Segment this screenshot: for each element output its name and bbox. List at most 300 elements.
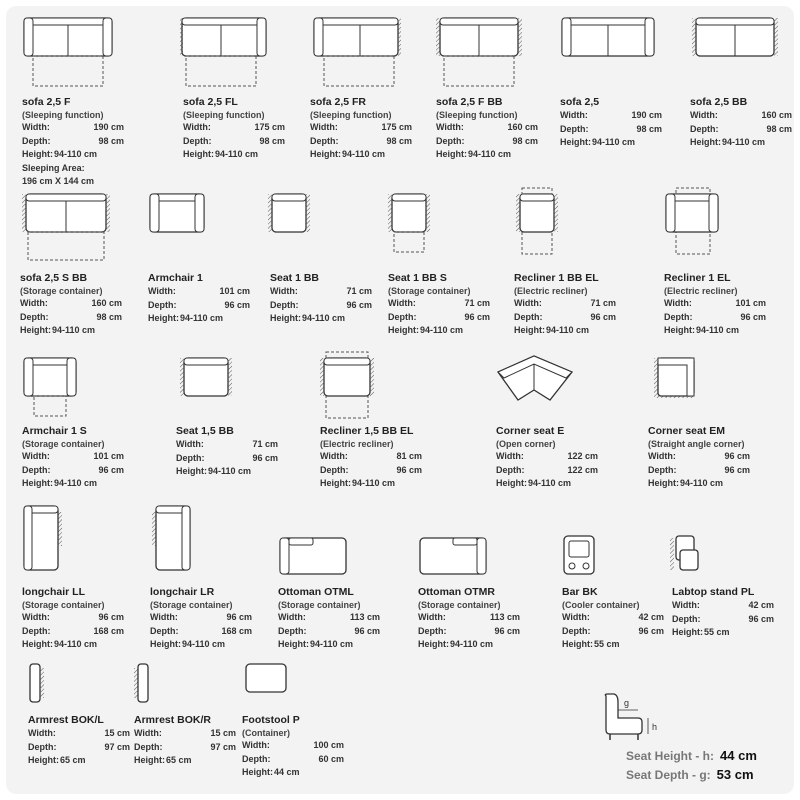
seat-height-label: Seat Height - h: (626, 749, 715, 763)
spec-label: Depth: (672, 613, 701, 624)
spec-value: 96 cm (740, 311, 766, 322)
spec-row (418, 638, 520, 652)
spec-label: Depth: (690, 123, 719, 134)
spec-value: 98 cm (636, 123, 662, 134)
spec-row (496, 450, 598, 464)
seat-height-row (626, 748, 757, 763)
spec-label: Depth: (496, 464, 525, 475)
spec-value: 94-110 cm (302, 313, 346, 323)
seat-height-value: 44 cm (720, 748, 757, 763)
spec-block (28, 714, 130, 768)
spec-value: 96 cm (724, 451, 750, 461)
spec-row (22, 148, 124, 162)
spec-row (672, 626, 774, 640)
product-title: Corner seat E (496, 425, 565, 437)
spec-label: Width: (183, 122, 211, 132)
sofa-sleeping-icon (310, 16, 405, 92)
spec-label: Height: (562, 639, 593, 649)
spec-label: Depth: (134, 741, 163, 752)
item-recliner-1-5-bb-el (318, 350, 378, 422)
spec-value: 71 cm (346, 286, 372, 296)
spec-label: Depth: (150, 625, 179, 636)
spec-value: 96 cm (226, 612, 252, 622)
product-title: Armchair 1 (148, 272, 203, 284)
spec-label: Width: (672, 600, 700, 610)
spec-row (278, 638, 380, 652)
spec-label: Depth: (418, 625, 447, 636)
spec-value: 98 cm (96, 311, 122, 322)
spec-row (22, 450, 124, 464)
spec-block (562, 586, 664, 652)
product-title: Ottoman OTML (278, 586, 354, 598)
spec-value: 94-110 cm (352, 478, 396, 488)
spec-value: 101 cm (219, 286, 250, 296)
spec-value: 160 cm (507, 122, 538, 132)
spec-label: Width: (664, 298, 692, 308)
spec-block (418, 586, 520, 652)
spec-row (690, 123, 792, 137)
spec-row (22, 135, 124, 149)
spec-row (270, 285, 372, 299)
spec-row (278, 611, 380, 625)
spec-row (310, 148, 412, 162)
product-title: sofa 2,5 FL (183, 96, 238, 108)
spec-value: 65 cm (60, 755, 86, 765)
spec-row (134, 741, 236, 755)
spec-label: Depth: (270, 299, 299, 310)
product-subtitle: (Sleeping function) (436, 110, 518, 120)
spec-label: Width: (242, 740, 270, 750)
spec-row (22, 625, 124, 639)
spec-label: Height: (310, 149, 341, 159)
spec-label: Height: (148, 313, 179, 323)
item-armchair-1 (148, 192, 208, 238)
laptop-stand-icon (668, 534, 704, 574)
spec-value: 94-110 cm (722, 137, 766, 147)
spec-label: Height: (320, 478, 351, 488)
product-subtitle: (Storage container) (22, 600, 105, 610)
spec-value: 94-110 cm (208, 466, 252, 476)
spec-label: Depth: (242, 753, 271, 764)
spec-label: Width: (514, 298, 542, 308)
product-subtitle: (Storage container) (20, 286, 103, 296)
spec-row (388, 324, 490, 338)
spec-row (20, 324, 122, 338)
spec-value: 94-110 cm (215, 149, 259, 159)
item-corner-seat-em (652, 356, 698, 402)
recliner-icon (514, 186, 564, 258)
spec-row (562, 611, 664, 625)
spec-row (183, 121, 285, 135)
spec-label: Depth: (562, 625, 591, 636)
spec-label: Depth: (664, 311, 693, 322)
recliner-icon (664, 186, 724, 258)
spec-row (562, 638, 664, 652)
spec-value: 42 cm (748, 600, 774, 610)
spec-block (134, 714, 236, 768)
spec-value: 101 cm (93, 451, 124, 461)
spec-row (560, 136, 662, 150)
product-subtitle: (Electric recliner) (664, 286, 738, 296)
spec-label: Height: (436, 149, 467, 159)
spec-row (648, 477, 750, 491)
spec-row (388, 297, 490, 311)
item-labtop-stand-pl (668, 534, 704, 574)
spec-row (672, 613, 774, 627)
item-bar-bk (562, 534, 598, 578)
product-subtitle: (Straight angle corner) (648, 439, 745, 449)
spec-row (320, 477, 422, 491)
spec-value: 94-110 cm (54, 478, 98, 488)
spec-value: 96 cm (252, 452, 278, 463)
seat-storage-icon (386, 192, 436, 256)
spec-block (150, 586, 252, 652)
spec-row (270, 312, 372, 326)
spec-value: 96 cm (396, 464, 422, 475)
spec-row (310, 135, 412, 149)
spec-row (20, 311, 122, 325)
product-subtitle: (Open corner) (496, 439, 556, 449)
spec-value: 55 cm (704, 627, 730, 637)
spec-row (278, 625, 380, 639)
spec-label: Depth: (28, 741, 57, 752)
spec-row (134, 754, 236, 768)
spec-row (388, 311, 490, 325)
corner-seat-icon (652, 356, 698, 402)
spec-block (664, 272, 766, 338)
spec-value: 101 cm (735, 298, 766, 308)
item-sofa-2-5-s-bb (20, 192, 115, 264)
spec-row (514, 324, 616, 338)
product-title: Seat 1,5 BB (176, 425, 234, 437)
spec-value: 94-110 cm (450, 639, 494, 649)
spec-label: Depth: (436, 135, 465, 146)
spec-label: Depth: (148, 299, 177, 310)
spec-row (320, 464, 422, 478)
spec-value: 96 cm (98, 464, 124, 475)
spec-row (514, 297, 616, 311)
spec-label: Height: (270, 313, 301, 323)
spec-row (148, 312, 250, 326)
spec-value: 55 cm (594, 639, 620, 649)
spec-value: 122 cm (567, 464, 598, 475)
spec-value: 96 cm (494, 625, 520, 636)
spec-label: Depth: (22, 464, 51, 475)
spec-row (648, 450, 750, 464)
spec-value: 98 cm (386, 135, 412, 146)
product-subtitle: (Storage container) (278, 600, 361, 610)
ottoman-icon (278, 536, 350, 578)
spec-label: Width: (310, 122, 338, 132)
spec-value: 96 cm (224, 299, 250, 310)
spec-value: 96 cm (464, 311, 490, 322)
sofa-sleeping-icon (436, 16, 531, 92)
product-title: longchair LR (150, 586, 215, 598)
spec-label: Width: (148, 286, 176, 296)
spec-value: 113 cm (349, 612, 380, 622)
spec-label: Height: (150, 639, 181, 649)
spec-value: 113 cm (489, 612, 520, 622)
product-subtitle: (Storage container) (388, 286, 471, 296)
spec-value: 94-110 cm (420, 325, 464, 335)
spec-label: Height: (183, 149, 214, 159)
product-subtitle: (Electric recliner) (514, 286, 588, 296)
spec-row (22, 611, 124, 625)
spec-row (242, 753, 344, 767)
spec-value: 71 cm (252, 439, 278, 449)
spec-value: 96 cm (346, 299, 372, 310)
ottoman-icon (418, 536, 490, 578)
spec-label: Height: (176, 466, 207, 476)
spec-label: Depth: (514, 311, 543, 322)
item-armrest-bok-l (28, 662, 48, 706)
product-title: longchair LL (22, 586, 85, 598)
spec-row (176, 452, 278, 466)
spec-row (648, 464, 750, 478)
spec-block (20, 272, 122, 338)
spec-value: 15 cm (210, 728, 236, 738)
product-title: Seat 1 BB S (388, 272, 447, 284)
spec-label: Depth: (310, 135, 339, 146)
spec-row (514, 311, 616, 325)
sofa-icon (690, 16, 785, 62)
product-subtitle: (Storage container) (418, 600, 501, 610)
spec-value: 94-110 cm (680, 478, 724, 488)
product-title: sofa 2,5 F BB (436, 96, 503, 108)
spec-label: Height: (22, 478, 53, 488)
product-title: sofa 2,5 (560, 96, 600, 108)
spec-value: 94-110 cm (696, 325, 740, 335)
product-title: Armrest BOK/L (28, 714, 104, 726)
spec-value: 96 cm (590, 311, 616, 322)
item-recliner-1-bb-el (514, 186, 564, 258)
spec-row (496, 477, 598, 491)
seat-depth-label: Seat Depth - g: (626, 768, 711, 782)
spec-label: Height: (20, 325, 51, 335)
spec-value: 122 cm (567, 451, 598, 461)
spec-row (150, 625, 252, 639)
armrest-icon (28, 662, 48, 706)
spec-label: Depth: (176, 452, 205, 463)
recliner-icon (318, 350, 378, 422)
spec-row (183, 135, 285, 149)
spec-row (28, 741, 130, 755)
spec-label: Height: (134, 755, 165, 765)
spec-block (22, 425, 124, 491)
product-title: Armrest BOK/R (134, 714, 212, 726)
armchair-storage-icon (22, 356, 82, 420)
corner-seat-icon (494, 354, 578, 406)
spec-row (496, 464, 598, 478)
spec-row (22, 121, 124, 135)
spec-value: 94-110 cm (52, 325, 96, 335)
g-dimension-label: g (624, 698, 630, 708)
item-armrest-bok-r (132, 662, 152, 706)
item-armchair-1-s (22, 356, 82, 420)
bar-cooler-icon (562, 534, 598, 578)
spec-value: 60 cm (318, 753, 344, 764)
spec-block (514, 272, 616, 338)
spec-row (176, 465, 278, 479)
spec-value: 168 cm (221, 625, 252, 636)
spec-row (183, 148, 285, 162)
spec-block (496, 425, 598, 491)
spec-label: Height: (672, 627, 703, 637)
spec-block (270, 272, 372, 326)
spec-row (672, 599, 774, 613)
item-ottoman-otmr (418, 536, 490, 578)
spec-block (278, 586, 380, 652)
spec-block (148, 272, 250, 326)
product-title: sofa 2,5 S BB (20, 272, 88, 284)
spec-label: Depth: (320, 464, 349, 475)
sofa-sleeping-icon (22, 16, 117, 92)
spec-value: 160 cm (91, 298, 122, 308)
sofa-icon (560, 16, 655, 62)
spec-value: 97 cm (104, 741, 130, 752)
product-title: sofa 2,5 F (22, 96, 71, 108)
h-dimension-label: h (652, 722, 658, 732)
product-subtitle: (Sleeping function) (22, 110, 104, 120)
product-subtitle: (Sleeping function) (310, 110, 392, 120)
spec-label: Height: (388, 325, 419, 335)
spec-row (28, 727, 130, 741)
spec-label: Height: (278, 639, 309, 649)
product-subtitle: (Sleeping function) (183, 110, 265, 120)
spec-label: Width: (22, 451, 50, 461)
spec-block (672, 586, 774, 640)
spec-block (648, 425, 750, 491)
spec-label: Width: (648, 451, 676, 461)
product-subtitle: (Electric recliner) (320, 439, 394, 449)
spec-row (22, 638, 124, 652)
product-title: Bar BK (562, 586, 598, 598)
spec-block (176, 425, 278, 479)
spec-block (388, 272, 490, 338)
seat-profile-icon (600, 690, 666, 742)
spec-value: 94-110 cm (546, 325, 590, 335)
spec-label: Height: (242, 767, 273, 777)
spec-value: 94-110 cm (468, 149, 512, 159)
spec-row (418, 611, 520, 625)
spec-label: Depth: (183, 135, 212, 146)
item-footstool-p (244, 662, 290, 696)
spec-value: 98 cm (98, 135, 124, 146)
spec-block (560, 96, 662, 150)
item-sofa-2-5 (560, 16, 655, 62)
sofa-sleeping-icon (180, 16, 275, 92)
spec-value: 190 cm (631, 110, 662, 120)
seat-icon (266, 192, 316, 238)
spec-label: Depth: (22, 135, 51, 146)
spec-label: Height: (22, 149, 53, 159)
armrest-icon (132, 662, 152, 706)
spec-value: 71 cm (590, 298, 616, 308)
spec-label: Height: (664, 325, 695, 335)
spec-label: Width: (176, 439, 204, 449)
spec-row (664, 297, 766, 311)
spec-row (270, 299, 372, 313)
spec-row (560, 109, 662, 123)
product-title: sofa 2,5 FR (310, 96, 367, 108)
spec-value: 94-110 cm (528, 478, 572, 488)
spec-block (183, 96, 285, 162)
spec-block (310, 96, 412, 162)
product-subtitle: (Storage container) (150, 600, 233, 610)
spec-value: 71 cm (464, 298, 490, 308)
spec-row (242, 766, 344, 780)
item-sofa-2-5-f (22, 16, 117, 92)
spec-label: Depth: (560, 123, 589, 134)
spec-row (148, 299, 250, 313)
spec-value: 190 cm (93, 122, 124, 132)
product-title: Recliner 1,5 BB EL (320, 425, 414, 437)
product-title: Recliner 1 EL (664, 272, 731, 284)
spec-row (28, 754, 130, 768)
spec-value: 94-110 cm (180, 313, 224, 323)
product-title: Seat 1 BB (270, 272, 320, 284)
item-sofa-2-5-fr (310, 16, 405, 92)
spec-row (436, 135, 538, 149)
spec-label: Width: (20, 298, 48, 308)
item-seat-1-bb (266, 192, 316, 238)
spec-label: Height: (648, 478, 679, 488)
product-subtitle: (Storage container) (22, 439, 105, 449)
spec-label: Depth: (388, 311, 417, 322)
spec-value: 96 cm (748, 613, 774, 624)
product-title: Ottoman OTMR (418, 586, 495, 598)
item-sofa-2-5-fl (180, 16, 275, 92)
longchair-icon (22, 504, 72, 574)
product-subtitle: (Container) (242, 728, 290, 738)
spec-row (664, 311, 766, 325)
spec-label: Width: (496, 451, 524, 461)
spec-value: 96 cm (638, 625, 664, 636)
spec-block (22, 96, 124, 189)
spec-value: 96 cm (724, 464, 750, 475)
spec-row (22, 477, 124, 491)
spec-label: Width: (388, 298, 416, 308)
spec-value: 160 cm (761, 110, 792, 120)
spec-row (320, 450, 422, 464)
spec-row (436, 148, 538, 162)
spec-value: 65 cm (166, 755, 192, 765)
sleeping-area-text: 196 cm X 144 cm (22, 176, 95, 186)
spec-row (690, 136, 792, 150)
spec-label: Width: (28, 728, 56, 738)
item-longchair-ll (22, 504, 72, 574)
spec-row (560, 123, 662, 137)
spec-label: Height: (418, 639, 449, 649)
item-sofa-2-5-f-bb (436, 16, 531, 92)
spec-value: 94-110 cm (182, 639, 226, 649)
spec-row (436, 121, 538, 135)
product-title: Armchair 1 S (22, 425, 87, 437)
spec-value: 15 cm (104, 728, 130, 738)
spec-value: 98 cm (259, 135, 285, 146)
spec-value: 96 cm (98, 612, 124, 622)
spec-label: Height: (496, 478, 527, 488)
seat-depth-row (626, 767, 754, 782)
spec-row (134, 727, 236, 741)
footstool-icon (244, 662, 290, 696)
spec-label: Width: (22, 122, 50, 132)
spec-row (418, 625, 520, 639)
item-ottoman-otml (278, 536, 350, 578)
spec-value: 94-110 cm (592, 137, 636, 147)
spec-label: Width: (562, 612, 590, 622)
spec-row (690, 109, 792, 123)
